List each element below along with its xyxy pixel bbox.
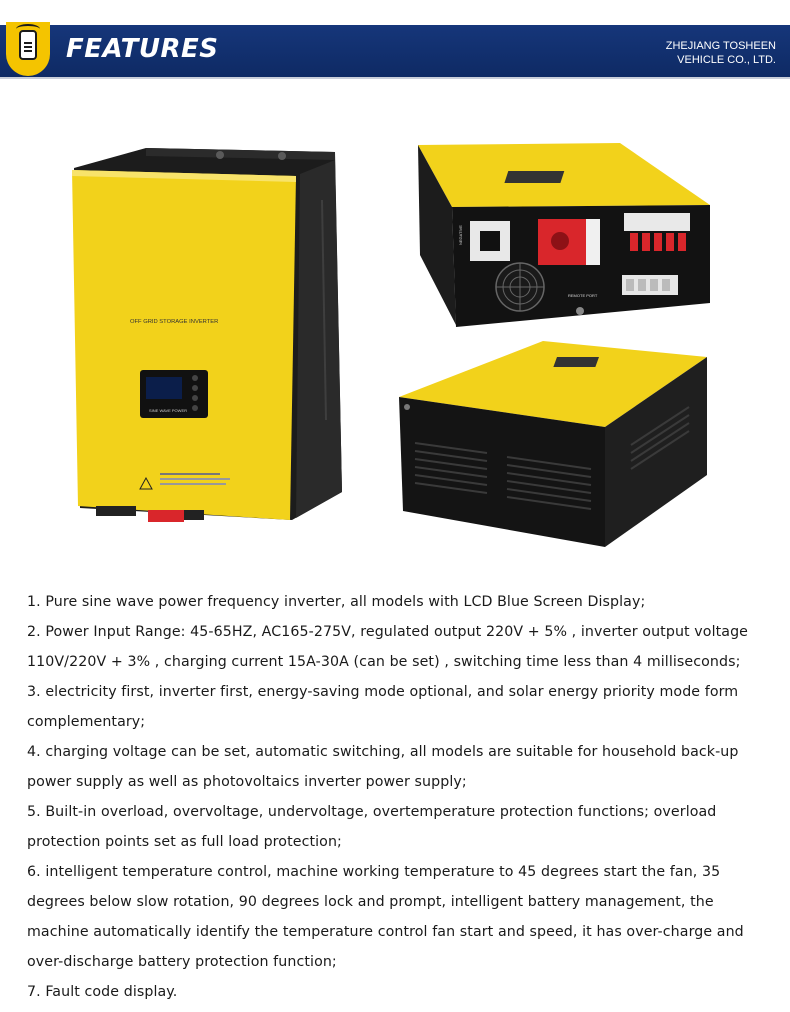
company-name <box>576 39 776 67</box>
header-divider <box>0 77 790 79</box>
company-name-line2: VEHICLE CO., LTD. <box>677 54 776 66</box>
wall-inverter-image <box>60 120 360 540</box>
inverter-side-view-image <box>395 335 715 550</box>
feature-item: 1. Pure sine wave power frequency inverter, all models with LCD Blue Screen Display; <box>27 594 646 610</box>
inverter-rear-panel-image <box>410 135 720 335</box>
wall-unit-brand: SINE WAVE POWER <box>149 408 188 413</box>
wall-unit-label: OFF GRID STORAGE INVERTER <box>130 319 219 325</box>
feature-item: 3. electricity first, inverter first, energy-saving mode optional, and solar energy priority mode form complementary; <box>27 684 739 730</box>
page-header <box>0 0 790 78</box>
feature-item: 2. Power Input Range: 45-65HZ, AC165-275V, regulated output 220V + 5% , inverter output voltage 110V/220V + 3% , charging current 15A-30A (can be set) , switching time less than 4 milliseconds; <box>27 624 749 670</box>
feature-item: 6. intelligent temperature control, machine working temperature to 45 degrees start the fan, 35 degrees below slow rotation, 90 degrees lock and prompt, intelligent battery management, the machine automatically identify the temperature control fan start and speed, it has over-charge and over-discharge battery protection function; <box>27 864 744 970</box>
features-list <box>27 587 767 1007</box>
feature-item: 4. charging voltage can be set, automatic switching, all models are suitable for household back-up power supply as well as photovoltaics inverter power supply; <box>27 744 739 790</box>
negative-label: NEGATIVE <box>458 225 463 245</box>
remote-control-icon <box>6 22 50 76</box>
remote-port-label: REMOTE PORT <box>568 293 598 298</box>
section-title: FEATURES <box>66 34 219 64</box>
feature-item: 5. Built-in overload, overvoltage, undervoltage, overtemperature protection functions; overload protection points set as full load protection; <box>27 804 717 850</box>
header-top-strip <box>0 0 790 25</box>
feature-item: 7. Fault code display. <box>27 984 178 1000</box>
company-name-line1: ZHEJIANG TOSHEEN <box>665 40 776 52</box>
